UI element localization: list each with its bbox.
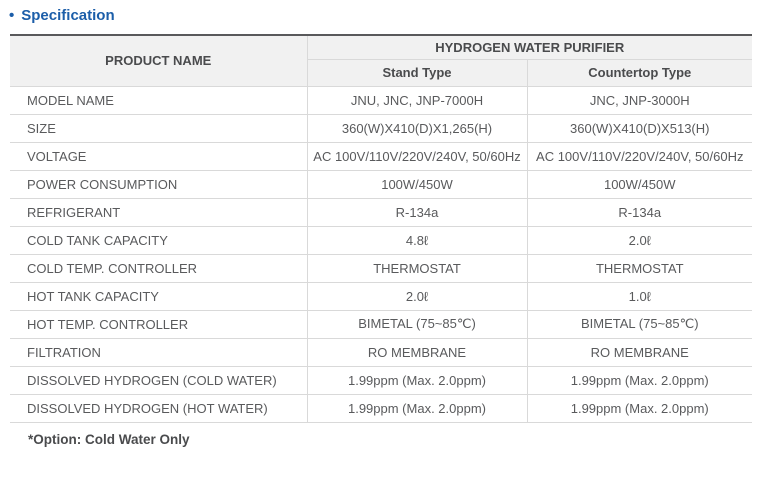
table-row <box>10 366 752 394</box>
table-row <box>10 226 752 254</box>
row-label: POWER CONSUMPTION <box>10 170 307 198</box>
product-name-header-cell: PRODUCT NAME <box>10 35 307 86</box>
countertop-value: 360(W)X410(D)X513(H) <box>527 114 752 142</box>
row-label: MODEL NAME <box>10 86 307 114</box>
table-row <box>10 338 752 366</box>
row-label: COLD TANK CAPACITY <box>10 226 307 254</box>
row-label: DISSOLVED HYDROGEN (COLD WATER) <box>10 366 307 394</box>
stand-value: THERMOSTAT <box>307 254 527 282</box>
bullet-icon: • <box>9 7 15 24</box>
countertop-value: JNC, JNP-3000H <box>527 86 752 114</box>
group-header-row <box>10 35 752 59</box>
stand-type-header-cell: Stand Type <box>307 59 527 86</box>
countertop-value: R-134a <box>527 198 752 226</box>
countertop-value: BIMETAL (75~85℃) <box>527 310 752 338</box>
page-title-label: Specification <box>21 7 115 24</box>
row-label: HOT TANK CAPACITY <box>10 282 307 310</box>
table-row <box>10 86 752 114</box>
countertop-value: AC 100V/110V/220V/240V, 50/60Hz <box>527 142 752 170</box>
countertop-value: 1.0ℓ <box>527 282 752 310</box>
countertop-value: RO MEMBRANE <box>527 338 752 366</box>
stand-value: 1.99ppm (Max. 2.0ppm) <box>307 394 527 422</box>
row-label: HOT TEMP. CONTROLLER <box>10 310 307 338</box>
stand-value: AC 100V/110V/220V/240V, 50/60Hz <box>307 142 527 170</box>
table-row <box>10 310 752 338</box>
stand-value: 100W/450W <box>307 170 527 198</box>
row-label: VOLTAGE <box>10 142 307 170</box>
row-label: FILTRATION <box>10 338 307 366</box>
spec-table-body <box>10 86 752 422</box>
stand-value: 4.8ℓ <box>307 226 527 254</box>
row-label: REFRIGERANT <box>10 198 307 226</box>
stand-value: R-134a <box>307 198 527 226</box>
countertop-type-header-cell: Countertop Type <box>527 59 752 86</box>
table-row <box>10 254 752 282</box>
stand-value: 2.0ℓ <box>307 282 527 310</box>
table-row <box>10 142 752 170</box>
row-label: SIZE <box>10 114 307 142</box>
table-row <box>10 198 752 226</box>
countertop-value: 1.99ppm (Max. 2.0ppm) <box>527 394 752 422</box>
table-row <box>10 282 752 310</box>
countertop-value: 2.0ℓ <box>527 226 752 254</box>
stand-value: 360(W)X410(D)X1,265(H) <box>307 114 527 142</box>
table-row <box>10 114 752 142</box>
stand-value: JNU, JNC, JNP-7000H <box>307 86 527 114</box>
countertop-value: THERMOSTAT <box>527 254 752 282</box>
spec-table-header <box>10 35 752 86</box>
stand-value: 1.99ppm (Max. 2.0ppm) <box>307 366 527 394</box>
table-row <box>10 394 752 422</box>
countertop-value: 1.99ppm (Max. 2.0ppm) <box>527 366 752 394</box>
row-label: COLD TEMP. CONTROLLER <box>10 254 307 282</box>
page-title <box>9 7 762 24</box>
countertop-value: 100W/450W <box>527 170 752 198</box>
row-label: DISSOLVED HYDROGEN (HOT WATER) <box>10 394 307 422</box>
stand-value: BIMETAL (75~85℃) <box>307 310 527 338</box>
table-row <box>10 170 752 198</box>
option-footnote: *Option: Cold Water Only <box>28 431 190 447</box>
specification-table <box>10 34 752 423</box>
stand-value: RO MEMBRANE <box>307 338 527 366</box>
group-header-cell: HYDROGEN WATER PURIFIER <box>307 35 752 59</box>
